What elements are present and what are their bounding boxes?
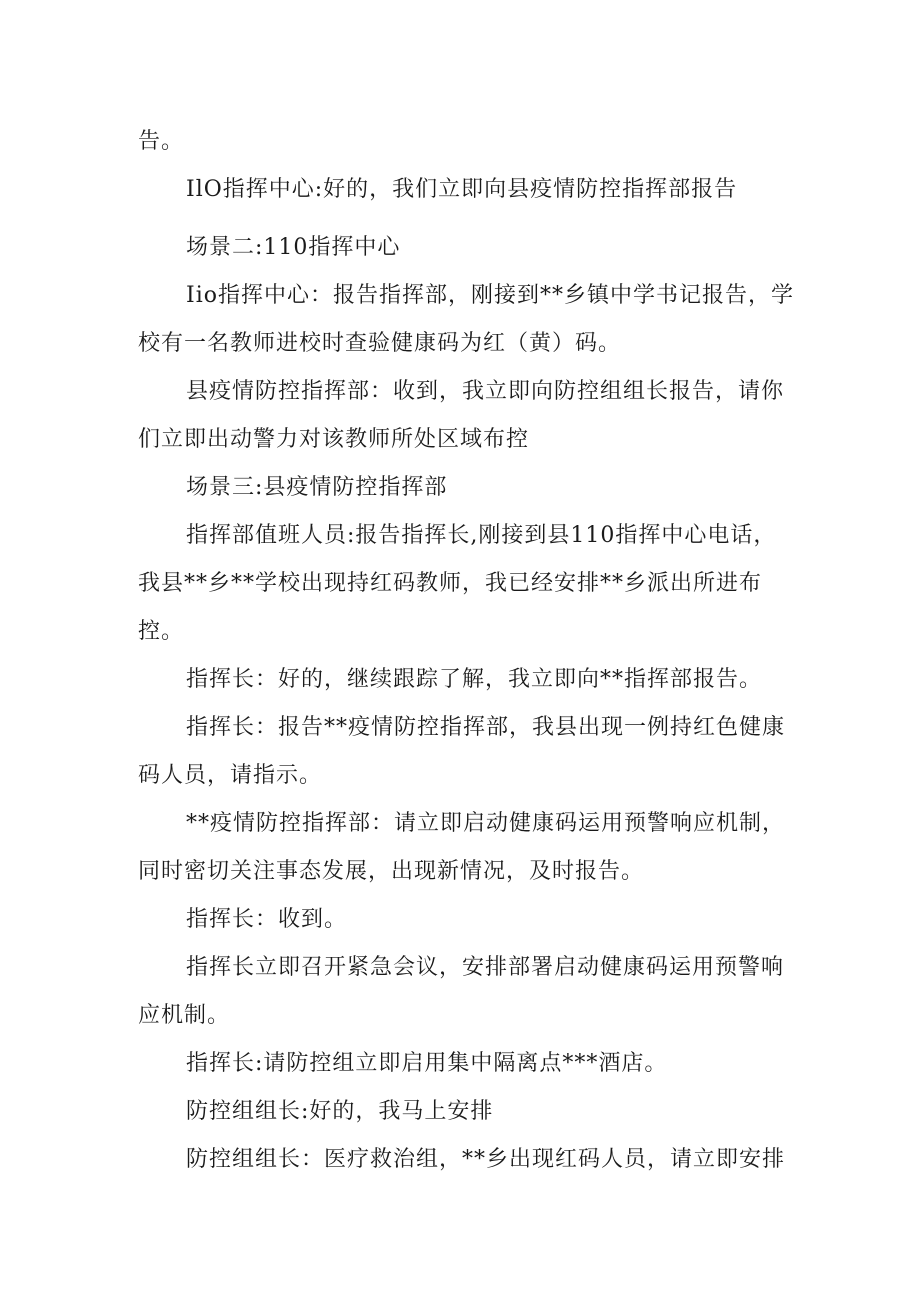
paragraph-commander-ack: 指挥长：收到。 — [186, 907, 348, 932]
paragraph-isolation-order: 指挥长:请防控组立即启用集中隔离点***酒店。 — [186, 1051, 668, 1076]
paragraph-county-hq-reply: 县疫情防控指挥部：收到，我立即向防控组组长报告，请你们立即出动警力对该教师所处区域布控 — [138, 379, 785, 452]
paragraph-team-leader-medical: 防控组组长：医疗救治组，**乡出现红码人员，请立即安排 — [186, 1147, 786, 1172]
paragraph-upper-hq-instruction: **疫情防控指挥部：请立即启动健康码运用预警响应机制，同时密切关注事态发展，出现新情况，及时报告。 — [138, 811, 786, 884]
paragraph-duty-staff-report: 指挥部值班人员:报告指挥长,刚接到县110指挥中心电话，我县**乡**学校出现持红码教师，我已经安排**乡派出所进布控。 — [138, 523, 777, 644]
paragraph-commander-report: 指挥长：报告**疫情防控指挥部，我县出现一例持红色健康码人员，请指示。 — [138, 715, 786, 788]
paragraph-emergency-meeting: 指挥长立即召开紧急会议，安排部署启动健康码运用预警响应机制。 — [138, 955, 785, 1028]
paragraph-commander-reply: 指挥长：好的，继续跟踪了解，我立即向**指挥部报告。 — [186, 667, 763, 692]
paragraph-110-report: Iio指挥中心：报告指挥部，刚接到**乡镇中学书记报告，学校有一名教师进校时查验健康码为红（黄）码。 — [138, 283, 794, 356]
scene-three-heading: 场景三:县疫情防控指挥部 — [186, 475, 448, 500]
paragraph-team-leader-reply: 防控组组长:好的，我马上安排 — [186, 1099, 494, 1124]
paragraph-continuation: 告。 — [138, 129, 185, 154]
paragraph-110-reply: IlO指挥中心:好的，我们立即向县疫情防控指挥部报告 — [186, 177, 738, 202]
document-body — [138, 118, 798, 1184]
scene-two-heading: 场景二:110指挥中心 — [186, 235, 401, 260]
